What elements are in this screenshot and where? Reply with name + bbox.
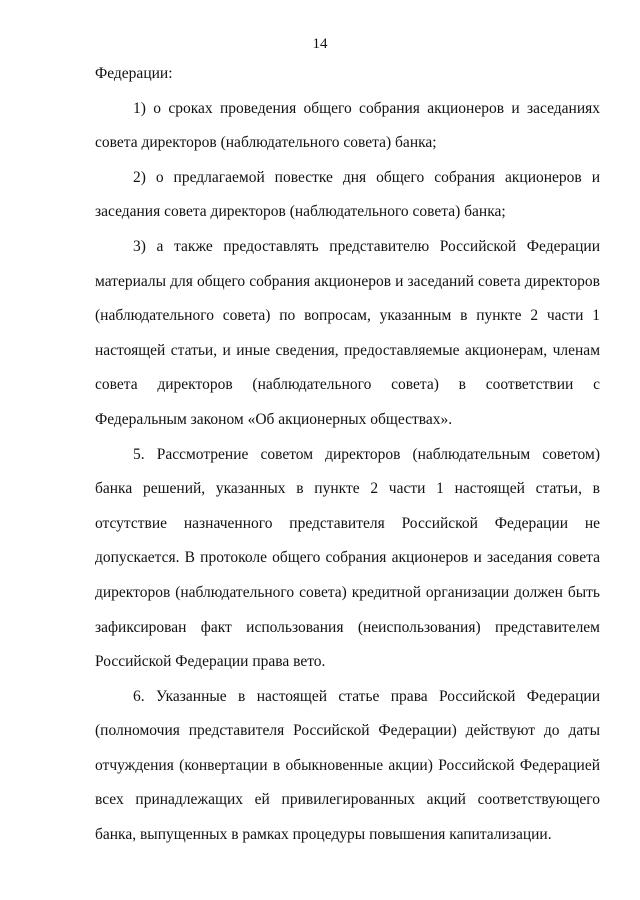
paragraph-item-2: 2) о предлагаемой повестке дня общего собрания акционеров и заседания совета директоров (наблюдательного совета) банка; xyxy=(95,168,600,221)
paragraph-item-1: 1) о сроках проведения общего собрания акционеров и заседаниях совета директоров (наблюдательного совета) банка; xyxy=(95,99,600,152)
paragraph-section-6: 6. Указанные в настоящей статье права Российской Федерации (полномочия представителя Российской Федерации) действуют до даты отчуждения (конвертации в обыкновенные акции) Российской Федерацией всех принадлежащих ей привилегированных акций соответствующего банка, выпущенных в рамках процедуры повышения капитализации. xyxy=(95,687,600,844)
document-body xyxy=(95,57,600,853)
page-number: 14 xyxy=(312,36,328,52)
paragraph-section-5: 5. Рассмотрение советом директоров (наблюдательным советом) банка решений, указанных в пункте 2 части 1 настоящей статьи, в отсутствие назначенного представителя Российской Федерации не допускается. В протоколе общего собрания акционеров и заседания совета директоров (наблюдательного совета) кредитной организации должен быть зафиксирован факт использования (неиспользования) представителем Российской Федерации права вето. xyxy=(95,445,600,671)
paragraph-item-3: 3) а также предоставлять представителю Российской Федерации материалы для общего собрания акционеров и заседаний совета директоров (наблюдательного совета) по вопросам, указанным в пункте 2 части 1 настоящей статьи, и иные сведения, предоставляемые акционерам, членам совета директоров (наблюдательного совета) в соответствии с Федеральным законом «Об акционерных обществах». xyxy=(95,237,600,428)
paragraph-continuation: Федерации: xyxy=(95,65,173,82)
